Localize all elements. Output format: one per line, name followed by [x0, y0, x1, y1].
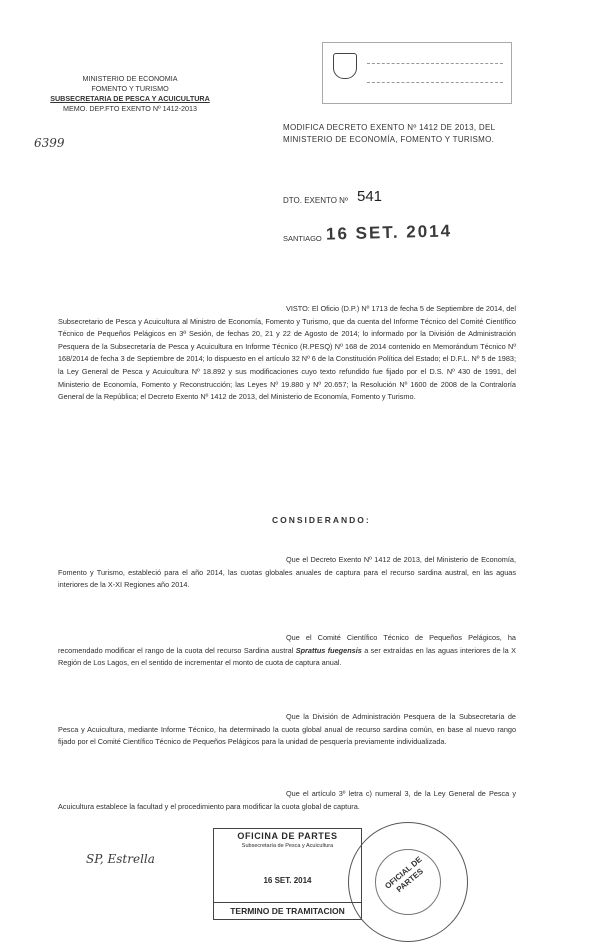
paragraph-2-text-post: a ser extraídas en las aguas interiores de la X Región de Los Lagos, en el sentido de incrementar el monto de cuota de captura anual. — [58, 645, 516, 668]
considerando-heading: CONSIDERANDO: — [272, 515, 371, 525]
species-name: Sprattus fuegensis — [295, 645, 362, 655]
paragraph-3-text: Que la División de Administración Pesquera de la Subsecretaría de Pesca y Acuicultura, mediante Informe Técnico, ha determinado la cuota global anual de recurso sardina común, en base al nuevo rango fijado por el Comité Científico Técnico de Pequeños Pelágicos para la unidad de pesquería previamente individualizada. — [58, 712, 516, 747]
santiago-label: SANTIAGO — [283, 234, 322, 243]
seal-center-text: OFICIAL DE PARTES — [383, 854, 425, 895]
subsecretaria-line: SUBSECRETARIA DE PESCA Y ACUICULTURA — [50, 94, 210, 103]
barcode-strip — [367, 63, 503, 83]
ministry-header — [30, 74, 230, 114]
oficina-title: OFICINA DE PARTES — [237, 831, 338, 841]
oficina-subtitle: Subsecretaría de Pesca y Acuicultura — [241, 843, 334, 849]
coat-of-arms-icon — [333, 53, 357, 79]
round-official-seal — [348, 822, 468, 942]
ministry-line-1: MINISTERIO DE ECONOMIA — [82, 74, 178, 83]
considerando-paragraph-3 — [58, 711, 516, 749]
considerando-paragraph-2 — [58, 632, 516, 670]
paragraph-4-text: Que el artículo 3º letra c) numeral 3, de la Ley General de Pesca y Acuicultura establece la facultad y el procedimiento para modificar la cuota global de captura. — [58, 789, 516, 811]
dto-number: 541 — [357, 188, 383, 205]
considerando-paragraph-1 — [58, 554, 516, 592]
visto-paragraph — [58, 303, 516, 404]
handwritten-reference: 6399 — [34, 136, 65, 150]
visto-text: VISTO: El Oficio (D.P.) Nº 1713 de fecha 5 de Septiembre de 2014, del Subsecretario de Pesca y Acuicultura al Ministro de Economía, Fomento y Turismo, que da cuenta del Informe Técnico del Comité Científico Técnico de Pequeños Pelágicos en 3ª Sesión, de fechas 20, 21 y 22 de Agosto de 2014; lo informado por la División de Administración Pesquera de la Subsecretaría de Pesca y Acuicultura en Informe Técnico (R.PESQ) Nº 168 de 2014 contenido en Memorándum Técnico Nº 168/2014 de fecha 3 de Septiembre de 2014; lo dispuesto en el artículo 32 Nº 6 de la Constitución Política del Estado; el D.F.L. Nº 5 de 1983; la Ley General de Pesca y Acuicultura Nº 18.892 y sus modificaciones cuyo texto refundido fue fijado por el D.S. Nº 430 de 1991, del Ministerio de Economía, Fomento y Reconstrucción; las Leyes Nº 19.880 y Nº 20.657; la Resolución Nº 1600 de 2008 de la Contraloría General de la República; el Decreto Exento Nº 1412 de 2013, del Ministerio de Economía, Fomento y Turismo. — [58, 304, 516, 402]
dto-label: DTO. EXENTO Nº — [283, 196, 348, 205]
chile-logo-seal — [322, 42, 512, 104]
termino-tramitacion: TERMINO DE TRAMITACION — [214, 902, 361, 919]
considerando-paragraph-4 — [58, 788, 516, 813]
decree-subject: MODIFICA DECRETO EXENTO Nº 1412 DE 2013, DEL MINISTERIO DE ECONOMÍA, FOMENTO Y TURISMO. — [283, 123, 496, 144]
date-stamp: 16 SET. 2014 — [325, 221, 453, 244]
handwritten-signature-note: SP, Estrella — [86, 852, 155, 866]
paragraph-2-text-pre: Que el Comité Científico Técnico de Pequeños Pelágicos, ha recomendado modificar el rango de la cuota del recurso Sardina austral — [58, 633, 516, 655]
paragraph-1-text: Que el Decreto Exento Nº 1412 de 2013, del Ministerio de Economía, Fomento y Turismo, estableció para el año 2014, las cuotas globales anuales de captura para el recurso sardina austral, en las aguas interiores de la X-XI Regiones año 2014. — [58, 555, 516, 590]
ministry-line-2: FOMENTO Y TURISMO — [91, 84, 169, 93]
oficina-date: 16 SET. 2014 — [263, 876, 312, 885]
oficina-de-partes-stamp — [213, 828, 362, 920]
memo-reference: MEMO. DEP.FTO EXENTO Nº 1412-2013 — [62, 104, 198, 113]
